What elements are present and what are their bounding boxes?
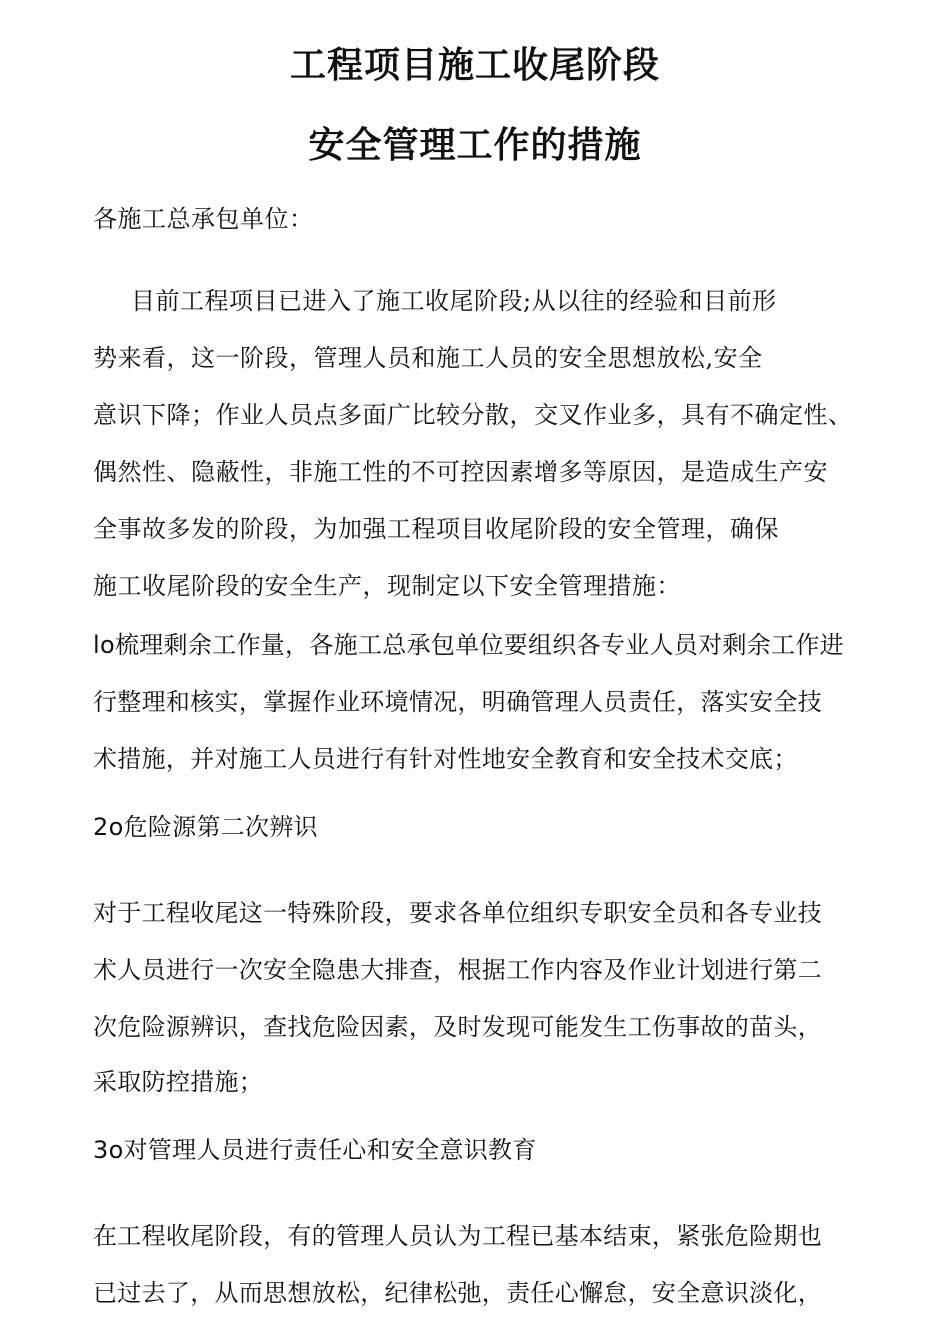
item-1-line: lo梳理剩余工作量，各施工总承包单位要组织各专业人员对剩余工作进 <box>93 631 844 659</box>
item-1-line: 行整理和核实，掌握作业环境情况，明确管理人员责任，落实安全技 <box>93 688 822 716</box>
item-3-line: 在工程收尾阶段，有的管理人员认为工程已基本结束，紧张危险期也 <box>93 1222 822 1250</box>
salutation: 各施工总承包单位： <box>93 205 314 233</box>
document-title-line-1: 工程项目施工收尾阶段 <box>289 45 660 86</box>
item-3-heading: 3o对管理人员进行责任心和安全意识教育 <box>93 1136 537 1164</box>
item-2-line: 采取防控措施； <box>93 1068 264 1096</box>
intro-line: 施工收尾阶段的安全生产，现制定以下安全管理措施： <box>93 572 681 600</box>
intro-line: 目前工程项目已进入了施工收尾阶段;从以往的经验和目前形 <box>131 287 777 315</box>
item-2-line: 次危险源辨识，查找危险因素，及时发现可能发生工伤事故的苗头， <box>93 1013 822 1041</box>
item-2-line: 术人员进行一次安全隐患大排查，根据工作内容及作业计划进行第二 <box>93 956 822 984</box>
item-1-line: 术措施，并对施工人员进行有针对性地安全教育和安全技术交底； <box>93 745 798 773</box>
intro-line: 偶然性、隐蔽性，非施工性的不可控因素增多等原因，是造成生产安 <box>93 458 828 486</box>
document-title-line-2: 安全管理工作的措施 <box>308 125 642 166</box>
intro-line: 意识下降；作业人员点多面广比较分散，交叉作业多，具有不确定性、 <box>93 401 853 429</box>
intro-line: 全事故多发的阶段，为加强工程项目收尾阶段的安全管理，确保 <box>93 515 779 543</box>
item-2-line: 对于工程收尾这一特殊阶段，要求各单位组织专职安全员和各专业技 <box>93 899 822 927</box>
intro-line: 势来看，这一阶段，管理人员和施工人员的安全思想放松,安全 <box>93 344 763 372</box>
item-3-line: 已过去了，从而思想放松，纪律松弛，责任心懈怠，安全意识淡化， <box>93 1279 822 1307</box>
item-2-heading: 2o危险源第二次辨识 <box>93 813 318 841</box>
